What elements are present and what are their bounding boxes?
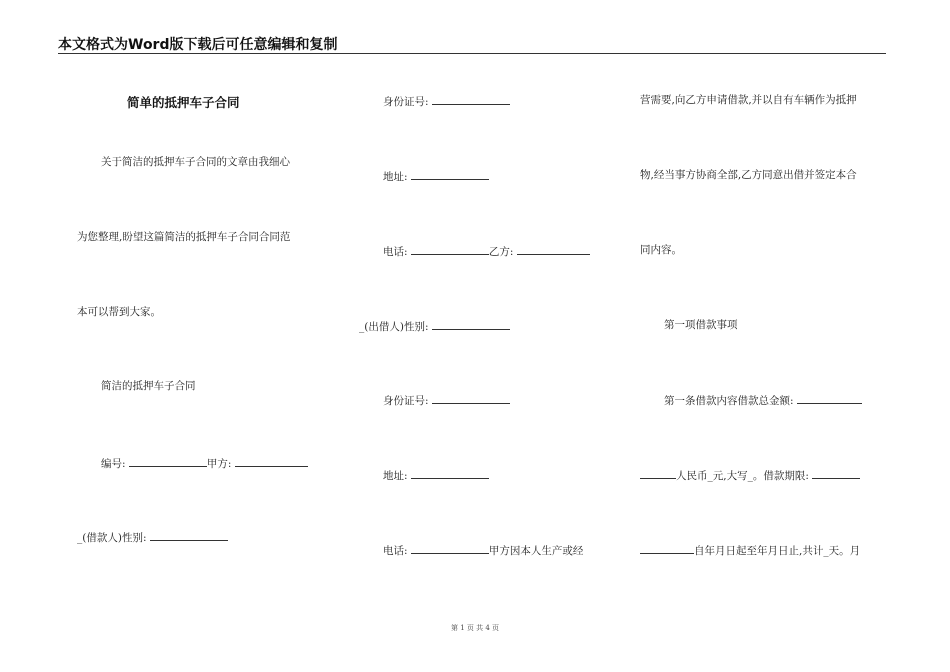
borrower-gender-blank	[150, 529, 228, 541]
address-row-2	[383, 467, 489, 483]
contract-subtitle: 简洁的抵押车子合同	[101, 380, 196, 392]
lender-gender-row	[359, 318, 510, 334]
party-a-blank	[235, 455, 308, 467]
id-label-1: 身份证号:	[383, 96, 432, 108]
amount-blank	[640, 467, 676, 479]
address-label-1: 地址:	[383, 171, 411, 183]
number-label: 编号:	[101, 458, 129, 470]
phone-label-2: 电话:	[383, 545, 411, 557]
clause-1-label: 第一条借款内容借款总金额:	[664, 395, 797, 407]
lender-gender-label: _(出借人)性别:	[359, 321, 432, 333]
intro-line-3: 本可以帮到大家。	[77, 306, 161, 318]
phone-row-2-suffix: 甲方因本人生产或经	[488, 545, 584, 557]
id-blank-2	[432, 392, 510, 404]
section-1-title: 第一项借款事项	[664, 319, 738, 331]
party-a-label: 甲方:	[206, 458, 235, 470]
party-b-label: 乙方:	[488, 246, 517, 258]
borrower-gender-label: _(借款人)性别:	[77, 532, 150, 544]
document-header: 本文格式为Word版下载后可任意编辑和复制	[58, 37, 338, 53]
loan-period-blank	[812, 467, 860, 479]
intro-line-2: 为您整理,盼望这篇简洁的抵押车子合同合同范	[77, 231, 291, 243]
amount-text: 人民币_元,大写_。借款期限:	[676, 470, 813, 482]
id-blank-1	[432, 93, 510, 105]
period-row	[640, 542, 860, 558]
id-label-2: 身份证号:	[383, 395, 432, 407]
clause-text-line-2: 物,经当事方协商全部,乙方同意出借并签定本合	[640, 169, 857, 181]
borrower-gender-row	[77, 529, 228, 545]
phone-label-1: 电话:	[383, 246, 411, 258]
document-title: 简单的抵押车子合同	[127, 95, 240, 110]
clause-text-line-1: 营需要,向乙方申请借款,并以自有车辆作为抵押	[640, 94, 857, 106]
id-row-1	[383, 93, 510, 109]
clause-text-line-3: 同内容。	[640, 244, 682, 256]
amount-row	[640, 467, 860, 483]
address-blank-2	[411, 467, 489, 479]
period-start-blank	[640, 542, 694, 554]
phone-row-2	[383, 542, 583, 558]
intro-line-1: 关于简洁的抵押车子合同的文章由我细心	[101, 156, 290, 168]
phone-blank-1	[411, 243, 489, 255]
number-row	[101, 455, 308, 471]
page-number: 第 1 页 共 4 页	[450, 624, 500, 632]
period-text: 自年月日起至年月日止,共计_天。月	[694, 545, 861, 557]
phone-blank-2	[411, 542, 489, 554]
total-amount-blank	[797, 392, 862, 404]
phone-row-1	[383, 243, 590, 259]
address-label-2: 地址:	[383, 470, 411, 482]
lender-gender-blank	[432, 318, 510, 330]
header-divider	[58, 53, 886, 54]
party-b-blank	[517, 243, 590, 255]
clause-1-row	[664, 392, 862, 408]
number-blank	[129, 455, 207, 467]
address-row-1	[383, 168, 489, 184]
address-blank-1	[411, 168, 489, 180]
id-row-2	[383, 392, 510, 408]
